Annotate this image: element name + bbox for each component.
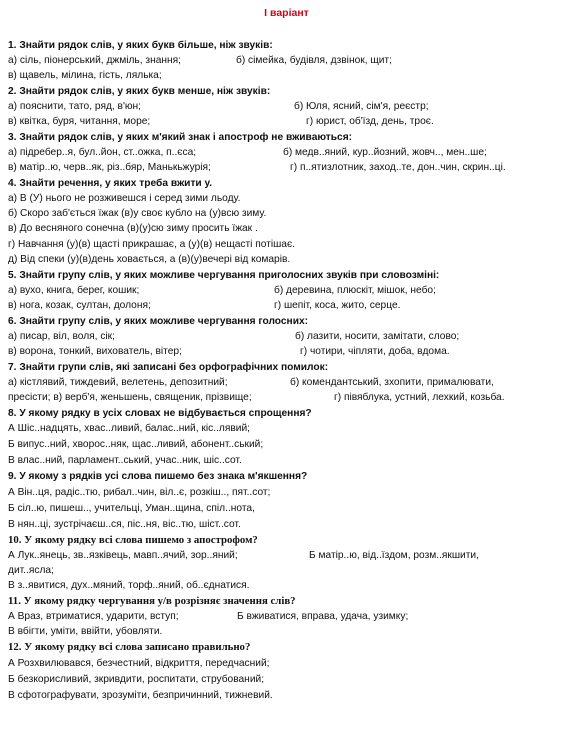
question-heading: 4. Знайти речення, у яких треба вжити у. <box>8 178 213 189</box>
variant-title: І варіант <box>264 7 309 19</box>
answer-row <box>8 99 567 114</box>
answer-option: А Він..ця, радіс..тю, рибал..чин, віл..є, розкіш.., пят..сот; <box>8 487 271 498</box>
answer-row <box>8 298 567 313</box>
answer-row <box>8 609 567 624</box>
question-heading: 6. Знайти групу слів, у яких можливе чергування голосних: <box>8 316 309 327</box>
answer-option: б) Юля, ясний, сім'я, реєстр; <box>294 101 429 112</box>
answer-row <box>8 329 567 344</box>
answer-option: г) півяблука, устний, лехкий, козьба. <box>334 392 505 403</box>
answer-option: В з..явитися, дух..мяний, торф..яний, об..єднатися. <box>8 580 250 591</box>
answer-option: пресісти; в) верб'я, женьшень, священик, прізвище; <box>8 392 252 403</box>
question-heading: 11. У якому рядку чергування у/в розрізняє значення слів? <box>8 595 296 607</box>
answer-option: б) медв..яний, кур..йозний, жовч.., мен..ше; <box>283 147 487 158</box>
answer-option: б) комендантський, зхопити, прималювати, <box>290 377 494 388</box>
answer-option: г) юрист, об'їзд, день, троє. <box>306 116 434 127</box>
answer-option: В нян..ці, зустрічаєш..ся, піс..ня, віс..тю, шіст..сот. <box>8 519 241 530</box>
answer-option: В влас..ний, парламент..ський, учас..ник, шіс..сот. <box>8 455 242 466</box>
answer-option: б) Скоро заб'ється їжак (в)у своє кубло на (у)всю зиму. <box>8 208 267 219</box>
answer-option: а) пояснити, тато, ряд, в'юн; <box>8 101 142 112</box>
question-heading: 12. У якому рядку всі слова записано правильно? <box>8 641 251 653</box>
answer-option: а) вухо, книга, берег, кошик; <box>8 285 140 296</box>
answer-option: в) квітка, буря, читання, море; <box>8 116 151 127</box>
answer-option: Б безкорисливий, зкривдити, роспитати, струбований; <box>8 674 265 685</box>
answer-option: г) чотири, чіпляти, доба, вдома. <box>300 346 450 357</box>
answer-row <box>8 390 567 405</box>
answer-option: г) Навчання (у)(в) щасті прикрашає, а (у)(в) нещасті потішає. <box>8 239 296 250</box>
answer-row <box>8 548 567 563</box>
answer-option: Б сіл..ю, пишеш.., учительці, Уман..щина, спіл..нота, <box>8 503 255 514</box>
answer-option: а) підребер..я, бул..йон, ст..ожка, п..єса; <box>8 147 197 158</box>
answer-row <box>8 283 567 298</box>
answer-option: а) кістлявий, тиждевий, велетень, депозитний; <box>8 377 228 388</box>
question-heading: 3. Знайти рядок слів, у яких м'який знак і апостроф не вживаються: <box>8 132 353 143</box>
answer-row <box>8 344 567 359</box>
answer-option: В вбігти, уміти, ввійти, убовляти. <box>8 626 163 637</box>
question-heading: 5. Знайти групу слів, у яких можливе чергування приголосних звуків при словозміні: <box>8 270 440 281</box>
answer-option: Б випус..ний, хворос..няк, щас..ливий, абонент..ський; <box>8 439 264 450</box>
answer-option: в) ворона, тонкий, вихователь, вітер; <box>8 346 182 357</box>
answer-row <box>8 53 567 68</box>
question-heading: 9. У якому з рядків усі слова пишемо без знака м'якшення? <box>8 471 308 482</box>
answer-row <box>8 145 567 160</box>
answer-option: А Враз, втриматися, ударити, вступ; <box>8 611 179 622</box>
answer-option: д) Від спеки (у)(в)день ховається, а (в)(у)вечері від комарів. <box>8 254 291 265</box>
question-heading: 10. У якому рядку всі слова пишемо з апострофом? <box>8 534 258 546</box>
answer-option: Б матір..ю, від..їздом, розм..якшити, <box>309 550 479 561</box>
question-heading: 8. У якому рядку в усіх словах не відбувається спрощення? <box>8 408 312 419</box>
answer-option: В сфотографувати, зрозуміти, безпричинний, тижневий. <box>8 690 273 701</box>
answer-option: в) До весняного сонечна (в)(у)сю зиму просить їжак . <box>8 223 258 234</box>
answer-option: а) сіль, піонерський, джміль, знання; <box>8 55 181 66</box>
question-heading: 7. Знайти групи слів, які записані без орфографічних помилок: <box>8 362 329 373</box>
answer-option: в) нога, козак, султан, долоня; <box>8 300 151 311</box>
answer-option: б) лазити, носити, замітати, слово; <box>295 331 460 342</box>
answer-option: а) В (У) нього не розживешся і серед зими льоду. <box>8 193 241 204</box>
answer-option: б) деревина, плюскіт, мішок, небо; <box>274 285 436 296</box>
answer-row <box>8 160 567 175</box>
answer-option: А Розхвилювався, безчестний, відкриття, передчасний; <box>8 658 270 669</box>
answer-option: в) щавель, мілина, гість, лялька; <box>8 70 162 81</box>
answer-option: дит..ясла; <box>8 565 54 576</box>
answer-option: в) матір..ю, черв..як, різ..бяр, Манькьжурія; <box>8 162 211 173</box>
answer-option: А Лук..янець, зв..язківець, мавп..ячий, зор..яний; <box>8 550 238 561</box>
answer-row <box>8 375 567 390</box>
answer-option: а) писар, віл, воля, сік; <box>8 331 115 342</box>
answer-option: А Шіс..надцять, хвас..ливий, балас..ний, кіс..лявий; <box>8 423 250 434</box>
answer-option: г) п..ятизлотник, заход..те, дон..чин, скрин..ці. <box>290 162 506 173</box>
question-heading: 1. Знайти рядок слів, у яких букв більше, ніж звуків: <box>8 40 273 51</box>
answer-option: б) сімейка, будівля, дзвінок, щит; <box>236 55 392 66</box>
answer-option: г) шепіт, коса, жито, серце. <box>274 300 401 311</box>
question-heading: 2. Знайти рядок слів, у яких букв менше, ніж звуків: <box>8 86 271 97</box>
answer-option: Б вживатися, вправа, удача, узимку; <box>237 611 409 622</box>
answer-row <box>8 114 567 129</box>
